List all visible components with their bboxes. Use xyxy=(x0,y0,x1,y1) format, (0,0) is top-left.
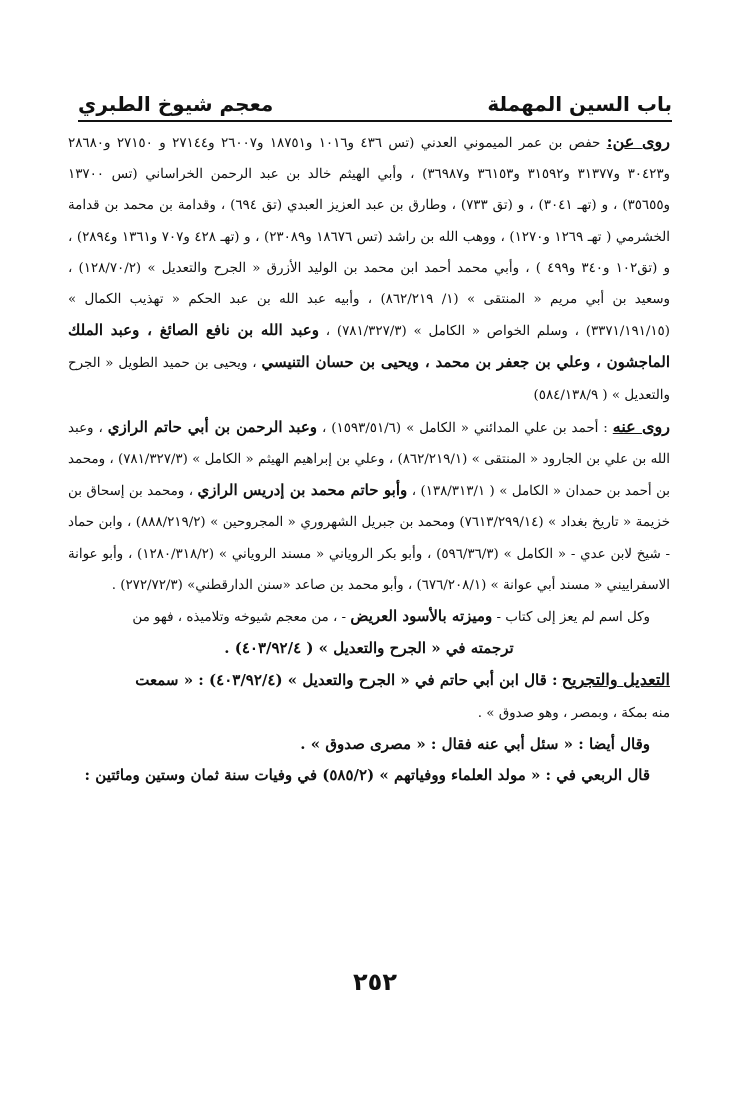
narrated-from-bold: وعبد الله بن نافع الصائغ ، وعبد الملك الماجشون ، وعلي بن جعفر بن محمد ، ويحيى بن حسان التنيسي xyxy=(68,321,670,372)
note-paragraph xyxy=(68,601,670,633)
narrated-by-text-1: : أحمد بن علي المدائني « الكامل » (١٥٩٣/٥١/٦) ، xyxy=(321,420,608,436)
book-title: معجم شيوخ الطبري xyxy=(78,92,274,116)
narrated-from-label: روى عن: xyxy=(606,132,671,151)
tadil-continuation: منه بمكة ، وبمصر ، وهو صدوق » . xyxy=(477,705,670,721)
narrated-by-label: روى عنه xyxy=(612,416,670,436)
chapter-title: باب السين المهملة xyxy=(487,92,672,116)
note-text-1: وكل اسم لم يعز إلى كتاب - xyxy=(496,610,650,626)
narrated-by-text-3: ، ومحمد بن إسحاق بن خزيمة « تاريخ بغداد » (٧٦١٣/٢٩٩/١٤) ومحمد بن جبريل الشهروري « المجروحين » (٨٨٨/٢١٩/٢) ، وابن حماد - شيخ لابن عدي - « الكامل » (٥٩٦/٣٦/٣) ، وأبو بكر الروياني « مسند الروياني » (١٢٨٠/٣١٨/٢) ، وأبو عوانة الاسفراييني « مسند أبي عوانة » (٦٧٦/٢٠٨/١) ، وأبو محمد بن صاعد «سنن الدارقطني» (٢٧٢/٧٢/٣) . xyxy=(68,484,670,593)
entry-body xyxy=(68,126,670,791)
tadil-paragraph xyxy=(68,664,670,697)
running-header xyxy=(78,76,672,122)
narrated-by-bold-2: وأبو حاتم محمد بن إدريس الرازي xyxy=(197,481,408,500)
note-text-2: - ، من معجم شيوخه وتلاميذه ، فهو من xyxy=(132,610,347,626)
tadil-text-1: : قال ابن أبي حاتم في « الجرح والتعديل » (٤٠٣/٩٢/٤) : « سمعت xyxy=(135,671,558,690)
also-said-paragraph: وقال أيضا : « سئل أبي عنه فقال : « مصرى صدوق » . xyxy=(300,734,650,753)
narrated-by-bold-1: وعبد الرحمن بن أبي حاتم الرازي xyxy=(107,417,318,436)
note-reference: ترجمته في « الجرح والتعديل » ( ٤٠٣/٩٢/٤) . xyxy=(224,639,514,658)
narrated-by-paragraph xyxy=(68,411,670,601)
note-bold: وميزته بالأسود العريض xyxy=(350,607,493,626)
tadil-label: التعديل والتجريح xyxy=(561,670,670,690)
rabii-paragraph: قال الربعي في : « مولد العلماء ووفياتهم » (٥٨٥/٢) في وفيات سنة ثمان وستين ومائتين : xyxy=(84,766,650,785)
narrated-from-end: ، ويحيى بن حميد الطويل « الجرح والتعديل » ( ٥٨٤/١٣٨/٩) xyxy=(68,356,670,403)
narrated-from-text: حفص بن عمر الميموني العدني (تس ٤٣٦ و١٠١٦ و١٨٧٥١ و٢٦٠٠٧ و٢٧١٤٤ و ٢٧١٥٠ و٢٨٦٨٠ و٣٠٤٢٣ و٣١٣٧٧ و٣١٥٩٢ و٣٦١٥٣ و٣٦٩٨٧) ، وأبي الهيثم خالد بن عبد الرحمن الخراساني (تس ١٣٧٠٠ و٣٥٦٥٥) ، و (تهـ ٣٠٤١) ، و (تق ٧٣٣) ، وطارق بن عبد العزيز العبدي (تق ٦٩٤) ، وقدامة بن محمد بن قدامة الخشرمي ( تهـ ١٢٦٩ و١٢٧٠) ، ووهب الله بن راشد (تس ١٨٦٧٦ و٢٣٠٨٩) ، و (تهـ ٤٢٨ و٧٠٧ و١٣٦١ و٢٨٩٤) ، و (تق١٠٢ و٣٤٠ و٤٩٩ ) ، وأبي محمد أحمد ابن محمد بن الوليد الأزرق « الجرح والتعديل » (١٢٨/٧٠/٢) ، وسعيد بن أبي مريم « المنتقى » (١/ ٨٦٢/٢١٩) ، وأبيه عبد الله بن عبد الحكم « تهذيب الكمال » (٣٣٧١/١٩١/١٥) ، وسلم الخواص « الكامل » (٧٨١/٣٢٧/٣) ، xyxy=(68,136,671,340)
narrated-from-paragraph xyxy=(68,126,670,411)
narrated-by-text-2: ، وعبد الله بن علي بن الجارود « المنتقى » (٨٦٢/٢١٩/١) ، وعلي بن إبراهيم الهيثم « الكامل » (٧٨١/٣٢٧/٣) ، ومحمد بن أحمد بن حمدان « الكامل » ( ١٣٨/٣١٣/١) ، xyxy=(68,420,671,500)
page-number: ٢٥٢ xyxy=(353,968,397,996)
